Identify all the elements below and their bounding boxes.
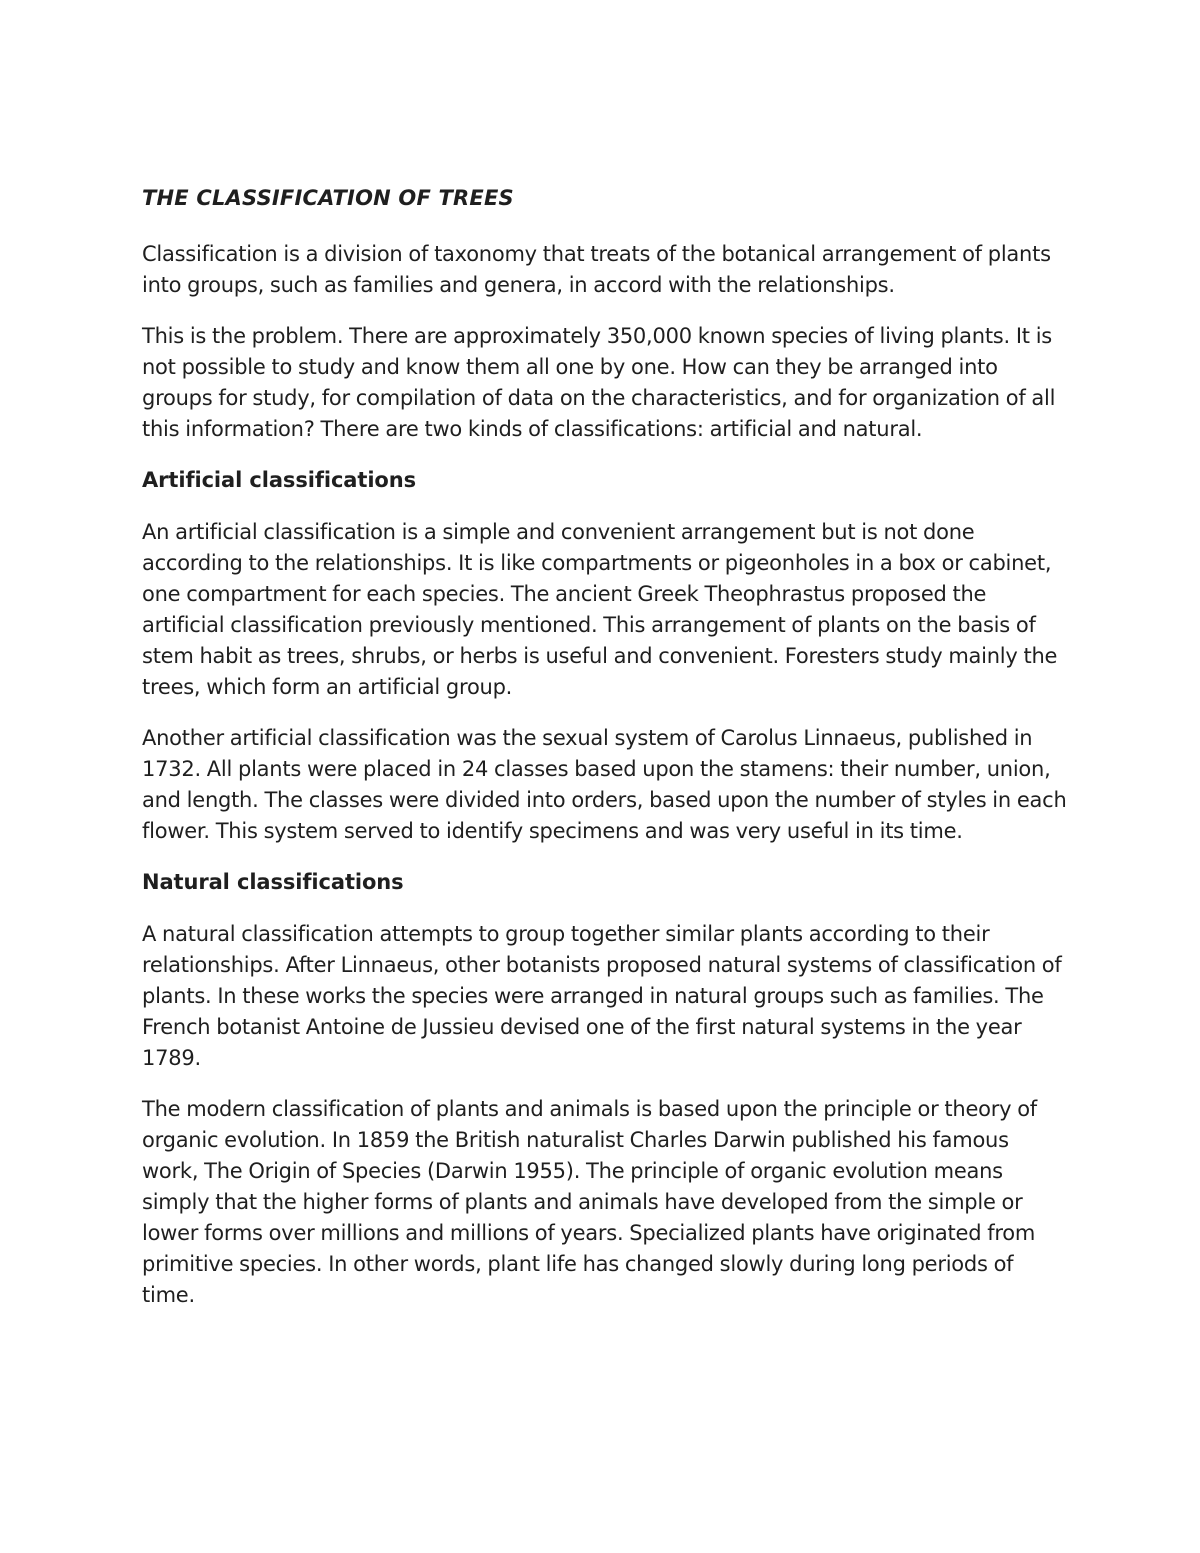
document-title: THE CLASSIFICATION OF TREES [142,186,514,210]
natural-paragraph-1: A natural classification attempts to group together similar plants according to their relationships. After Linnaeus, other botanists proposed natural systems of classification of plants. In these works the species were arranged in natural groups such as families. The French botanist Antoine de Jussieu devised one of the first natural systems in the year 1789. [142,922,1062,1070]
intro-paragraph-2: This is the problem. There are approximately 350,000 known species of living plants. It is not possible to study and know them all one by one. How can they be arranged into groups for study, for compilation of data on the characteristics, and for organization of all this information? There are two kinds of classifications: artificial and natural. [142,324,1056,441]
artificial-paragraph-2: Another artificial classification was the sexual system of Carolus Linnaeus, published in 1732. All plants were placed in 24 classes based upon the stamens: their number, union, and length. The classes were divided into orders, based upon the number of styles in each flower. This system served to identify specimens and was very useful in its time. [142,726,1067,843]
section-heading-artificial: Artificial classifications [142,468,416,492]
artificial-paragraph-1: An artificial classification is a simple and convenient arrangement but is not done according to the relationships. It is like compartments or pigeonholes in a box or cabinet, one compartment for each species. The ancient Greek Theophrastus proposed the artificial classification previously mentioned. This arrangement of plants on the basis of stem habit as trees, shrubs, or herbs is useful and convenient. Foresters study mainly the trees, which form an artificial group. [142,520,1058,699]
intro-paragraph-1: Classification is a division of taxonomy that treats of the botanical arrangement of plants into groups, such as families and genera, in accord with the relationships. [142,242,1051,297]
section-heading-natural: Natural classifications [142,870,404,894]
natural-paragraph-2: The modern classification of plants and animals is based upon the principle or theory of organic evolution. In 1859 the British naturalist Charles Darwin published his famous work, The Origin of Species (Darwin 1955). The principle of organic evolution means simply that the higher forms of plants and animals have developed from the simple or lower forms over millions and millions of years. Specialized plants have originated from primitive species. In other words, plant life has changed slowly during long periods of time. [142,1097,1037,1307]
document-page [142,183,1068,1331]
